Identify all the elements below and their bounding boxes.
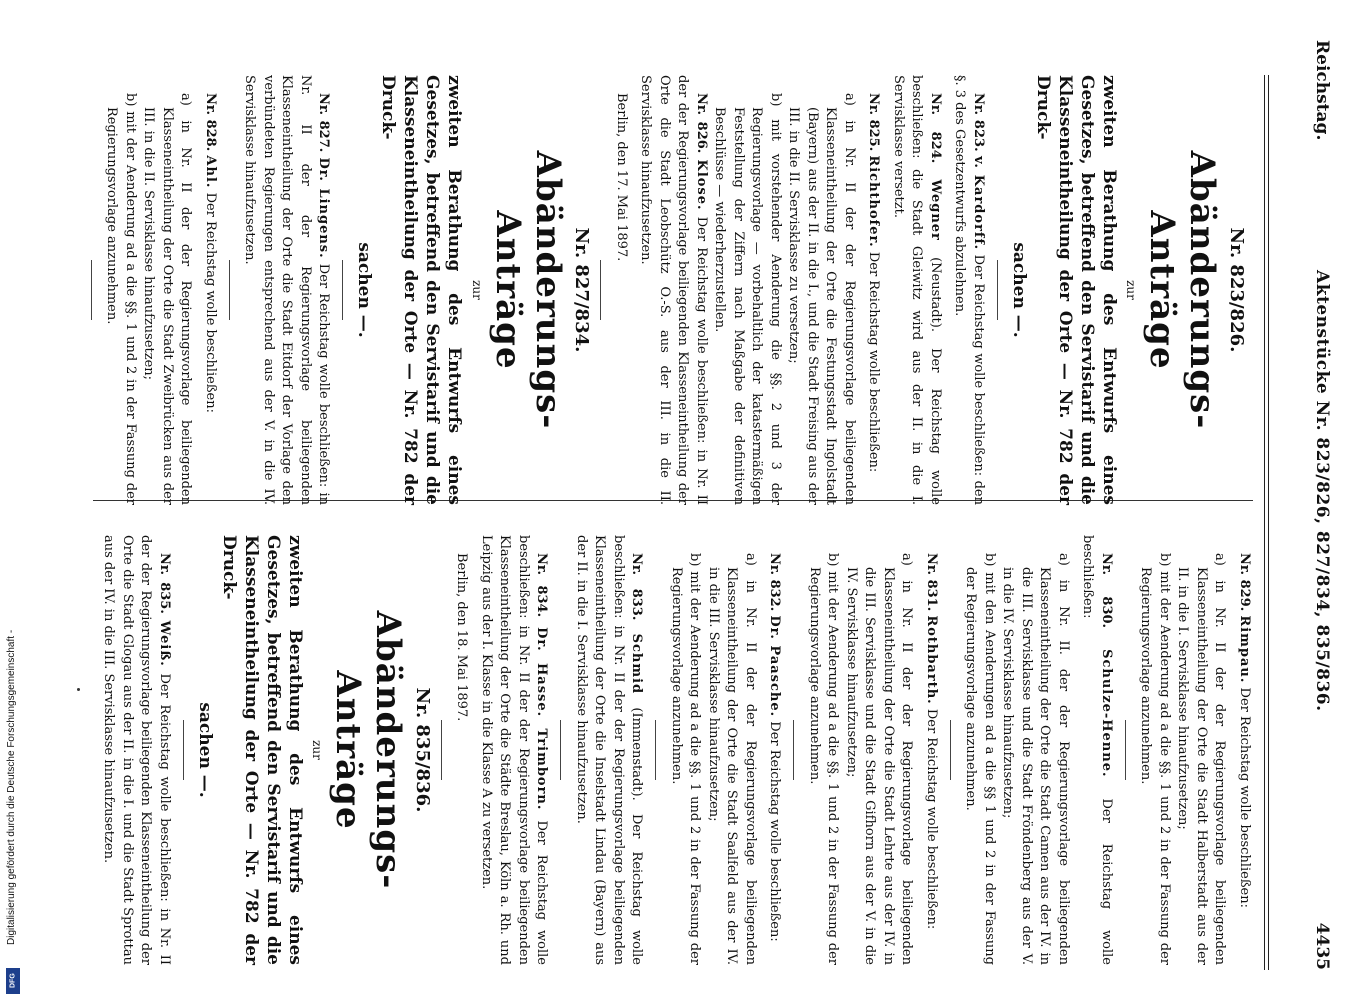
motion-text: Der Reichstag wolle beschließen: in Nr. II der der Regierungsvorlage beiliegenden Klasseneintheilung der Orte die Stadt Glogau aus der II. in die I. und die Stadt Sprottau aus der IV. in die III. Servisklasse hinaufzusetzen.: [101, 535, 172, 965]
motion-830-item-b: b) mit den Aenderungen ad a die §§ 1 und 2 in der Fassung der Regierungsvorlage anzunehmen.: [963, 553, 997, 965]
divider-rule: [561, 720, 562, 780]
motion-number: Nr. 831.: [924, 553, 939, 612]
page-number: 4435: [1312, 922, 1332, 970]
section-subtitle: zweiten Berathung des Entwurfs eines Gesetzes, betreffend den Servistarif und die Klasseneintheilung der Orte — Nr. 782 der Druck-: [219, 535, 305, 965]
motion-author: Rimpau.: [1237, 615, 1252, 684]
divider-rule: [1125, 720, 1126, 780]
divider-rule: [950, 720, 951, 780]
motion-826: [636, 75, 710, 505]
motion-825-item-b: b) mit vorstehender Aenderung die §§. 2 und 3 der Regierungsvorlage — vorbehaltlich der katastermäßigen Feststellung der Ziffern nach Maßgabe der definitiven Beschlüsse — wiederherzustellen.: [712, 93, 783, 505]
motion-text: Der Reichstag wolle beschließen:: [1237, 687, 1252, 908]
motion-text: Der Reichstag wolle beschließen:: [767, 721, 783, 942]
section-number: Nr. 835/836.: [412, 687, 433, 813]
section-zur: zur: [310, 740, 325, 760]
motion-828-item-b: b) mit der Aenderung ad a die §§. 1 und 2 in der Fassung der Regierungsvorlage anzunehmen.: [104, 93, 138, 505]
section-number: Nr. 827/834.: [571, 227, 593, 353]
section-title: Abänderungs-Anträge: [328, 610, 409, 890]
divider-rule: [601, 260, 602, 320]
motion-author: Schmid: [629, 633, 645, 695]
motion-number: Nr. 825.: [866, 93, 882, 152]
motion-text: Der Reichstag wolle beschließen:: [203, 192, 218, 413]
motion-author: Richthofer.: [866, 155, 882, 248]
motion-author: Klose.: [694, 159, 709, 211]
motion-author: Wegner: [928, 179, 943, 241]
motion-text: (Immenstadt). Der Reichstag wolle beschließen: in Nr. II der der Regierungsvorlage beiliegenden Klasseneintheilung der Orte die Inselstadt Lindau (Bayern) aus der II. in die I. Servisklasse hinaufzusetzen.: [574, 535, 645, 965]
motion-number: Nr. 830.: [1099, 553, 1114, 629]
motion-827: [240, 75, 333, 505]
motion-author: Rothbarth.: [924, 615, 939, 705]
date-line: Berlin, den 17. Mai 1897.: [614, 93, 629, 262]
motion-number: Nr. 826.: [694, 93, 709, 154]
divider-rule: [441, 720, 442, 780]
divider-rule: [229, 260, 230, 320]
right-column: [93, 535, 1253, 965]
motion-author: Schulze-Henne.: [1099, 649, 1114, 778]
motion-author: Dr. Hasse. Trimborn.: [534, 627, 550, 811]
motion-author: Dr. Lingens.: [316, 157, 332, 259]
divider-rule: [91, 260, 92, 320]
section-title: Abänderungs-Anträge: [488, 150, 568, 430]
motion-823: [950, 75, 987, 505]
header-title: Aktenstücke Nr. 823/826, 827/834, 835/836.: [1312, 270, 1332, 712]
motion-828-item-a: a) in Nr. II der der Regierungsvorlage beiliegenden Klasseneintheilung der Orte die Stadt Zweibrücken aus der III. in die II. Servisklasse hinaufzusetzen;: [141, 93, 194, 505]
motion-text: Der Reichstag wolle beschließen: in Nr. II der der Regierungsvorlage beiliegenden Klasseneintheilung der Orte die Stadt Eitdorf der Vorlage den verbündeten Regierungen entsprechend aus der V. in die IV. Servisklasse hinaufzusetzen.: [242, 75, 332, 505]
motion-829-item-b: b) mit der Aenderung ad a die §§. 1 und 2 in der Fassung der Regierungsvorlage anzunehmen.: [1138, 553, 1172, 965]
motion-author: Ahl.: [203, 155, 218, 189]
motion-835: [99, 535, 173, 965]
motion-author: v. Kardorff.: [971, 156, 986, 251]
motion-829-item-a: a) in Nr. II der der Regierungsvorlage beiliegenden Klasseneintheilung der Orte die Stadt Halberstadt aus der II. in die I. Servisklasse hinaufzusetzen;: [1175, 553, 1228, 965]
motion-text: Der Reichstag wolle beschließen: in Nr. II der der Regierungsvorlage beiliegenden Klasseneintheilung der Orte die Städte Breslau, Köln a. Rh. und Leipzig aus der I. Klasse in die Klasse A zu versetzen.: [479, 535, 550, 966]
motion-831-item-a: a) in Nr. II der der Regierungsvorlage beiliegenden Klasseneintheilung der Orte die Stadt Lehrte aus der IV. in die III. Servisklasse und die Stadt Gifhorn aus der V. in die IV. Servisklasse hinaufzusetzen;: [844, 553, 915, 965]
motion-825-item-a: a) in Nr. II der der Regierungsvorlage beiliegenden Klasseneintheilung der Orte die Festungsstadt Ingolstadt (Bayern) aus der II. in die I., und die Stadt Freising aus der III. in die II. Servisklasse zu versetzen;: [786, 93, 857, 505]
motion-text: Der Reichstag wolle beschließen:: [924, 708, 939, 930]
divider-rule: [997, 260, 998, 320]
motion-number: Nr. 832.: [767, 553, 783, 612]
section-zur: zur: [1124, 280, 1139, 300]
motion-832: [765, 535, 784, 965]
motion-number: Nr. 828.: [203, 93, 218, 152]
section-number: Nr. 823/826.: [1226, 227, 1247, 353]
motion-830: [1078, 535, 1115, 965]
motion-author: Weiß.: [157, 620, 172, 667]
header-left: Reichstag.: [1312, 40, 1332, 141]
section-subtitle: zweiten Berathung des Entwurfs eines Gesetzes, betreffend den Servistarif und die Klasseneintheilung der Orte — Nr. 782 der Druck-: [1033, 75, 1119, 505]
divider-rule: [656, 720, 657, 780]
divider-rule: [343, 260, 344, 320]
motion-833: [572, 535, 646, 965]
section-zur: zur: [470, 280, 484, 300]
scan-footer: [0, 0, 26, 1000]
motion-832-item-b: b) mit der Aenderung ad a die §§. 1 und 2 in der Fassung der Regierungsvorlage anzunehmen.: [669, 553, 703, 965]
motion-text: Der Reichstag wolle beschließen: in Nr. II der der Regierungsvorlage beiliegenden Klasseneintheilung der Orte die Stadt Leobschütz O.-S. aus der III. in die II. Servisklasse hinaufzusetzen.: [638, 75, 709, 506]
divider-rule: [183, 720, 184, 780]
motion-824: [889, 75, 945, 505]
section-title: Abänderungs-Anträge: [1142, 150, 1223, 430]
date-line: Berlin, den 18. Mai 1897.: [454, 553, 470, 722]
motion-number: Nr. 827.: [316, 93, 332, 153]
section-subtitle-end: sachen —.: [1009, 242, 1029, 338]
motion-number: Nr. 833.: [629, 553, 645, 621]
motion-number: Nr. 824.: [928, 93, 943, 164]
dfg-logo-icon: DFG: [6, 968, 20, 994]
funding-notice: Digitalisierung gefördert durch die Deutsche Forschungsgemeinschaft -: [6, 629, 17, 945]
motion-text: Der Reichstag wolle beschließen: den §. 3 des Gesetzentwurfs abzulehnen.: [952, 75, 986, 505]
motion-830-item-a: a) in Nr. II. der der Regierungsvorlage beiliegenden Klasseneintheilung der Orte die Stadt Camen aus der IV. in die III. Servisklasse und die Stadt Fröndenberg aus der V. in die IV. Servisklasse hinaufzusetzen;: [1000, 553, 1071, 965]
header-rule-thin: [1264, 75, 1265, 970]
motion-text: (Neustadt). Der Reichstag wolle beschließen: die Stadt Gleiwitz wird aus der II. in die I. Servisklasse versetzt.: [891, 75, 943, 505]
motion-829: [1235, 535, 1254, 965]
motion-number: Nr. 829.: [1237, 553, 1252, 612]
motion-text: Der Reichstag wolle beschließen:: [1080, 535, 1114, 965]
header-rule: [1268, 75, 1269, 970]
motion-834: [477, 535, 551, 965]
page-header: [1305, 40, 1335, 970]
motion-828: [201, 75, 220, 505]
section-subtitle: zweiten Berathung des Entwurfs eines Gesetzes, betreffend den Servistarif und die Klasseneintheilung der Orte — Nr. 782 der Druck-: [378, 75, 465, 505]
motion-author: Dr. Paasche.: [767, 615, 783, 718]
motion-number: Nr. 835.: [157, 553, 172, 614]
motion-text: Der Reichstag wolle beschließen:: [866, 251, 882, 473]
motion-832-item-a: a) in Nr. II der der Regierungsvorlage beiliegenden Klasseneintheilung der Orte die Stadt Saalfeld aus der IV. in die III. Servisklasse hinaufzusetzen;: [706, 553, 758, 965]
left-column: [81, 75, 1253, 505]
divider-rule: [794, 720, 795, 780]
section-subtitle-end: sachen —.: [354, 242, 375, 338]
scan-speck: [77, 688, 80, 691]
motion-number: Nr. 834.: [534, 553, 550, 618]
motion-number: Nr. 823.: [971, 93, 986, 152]
motion-825: [864, 75, 883, 505]
section-subtitle-end: sachen —.: [195, 702, 215, 798]
motion-831-item-b: b) mit der Aenderung ad a die §§. 1 und 2 in der Fassung der Regierungsvorlage anzunehmen.: [807, 553, 841, 965]
motion-831: [922, 535, 941, 965]
